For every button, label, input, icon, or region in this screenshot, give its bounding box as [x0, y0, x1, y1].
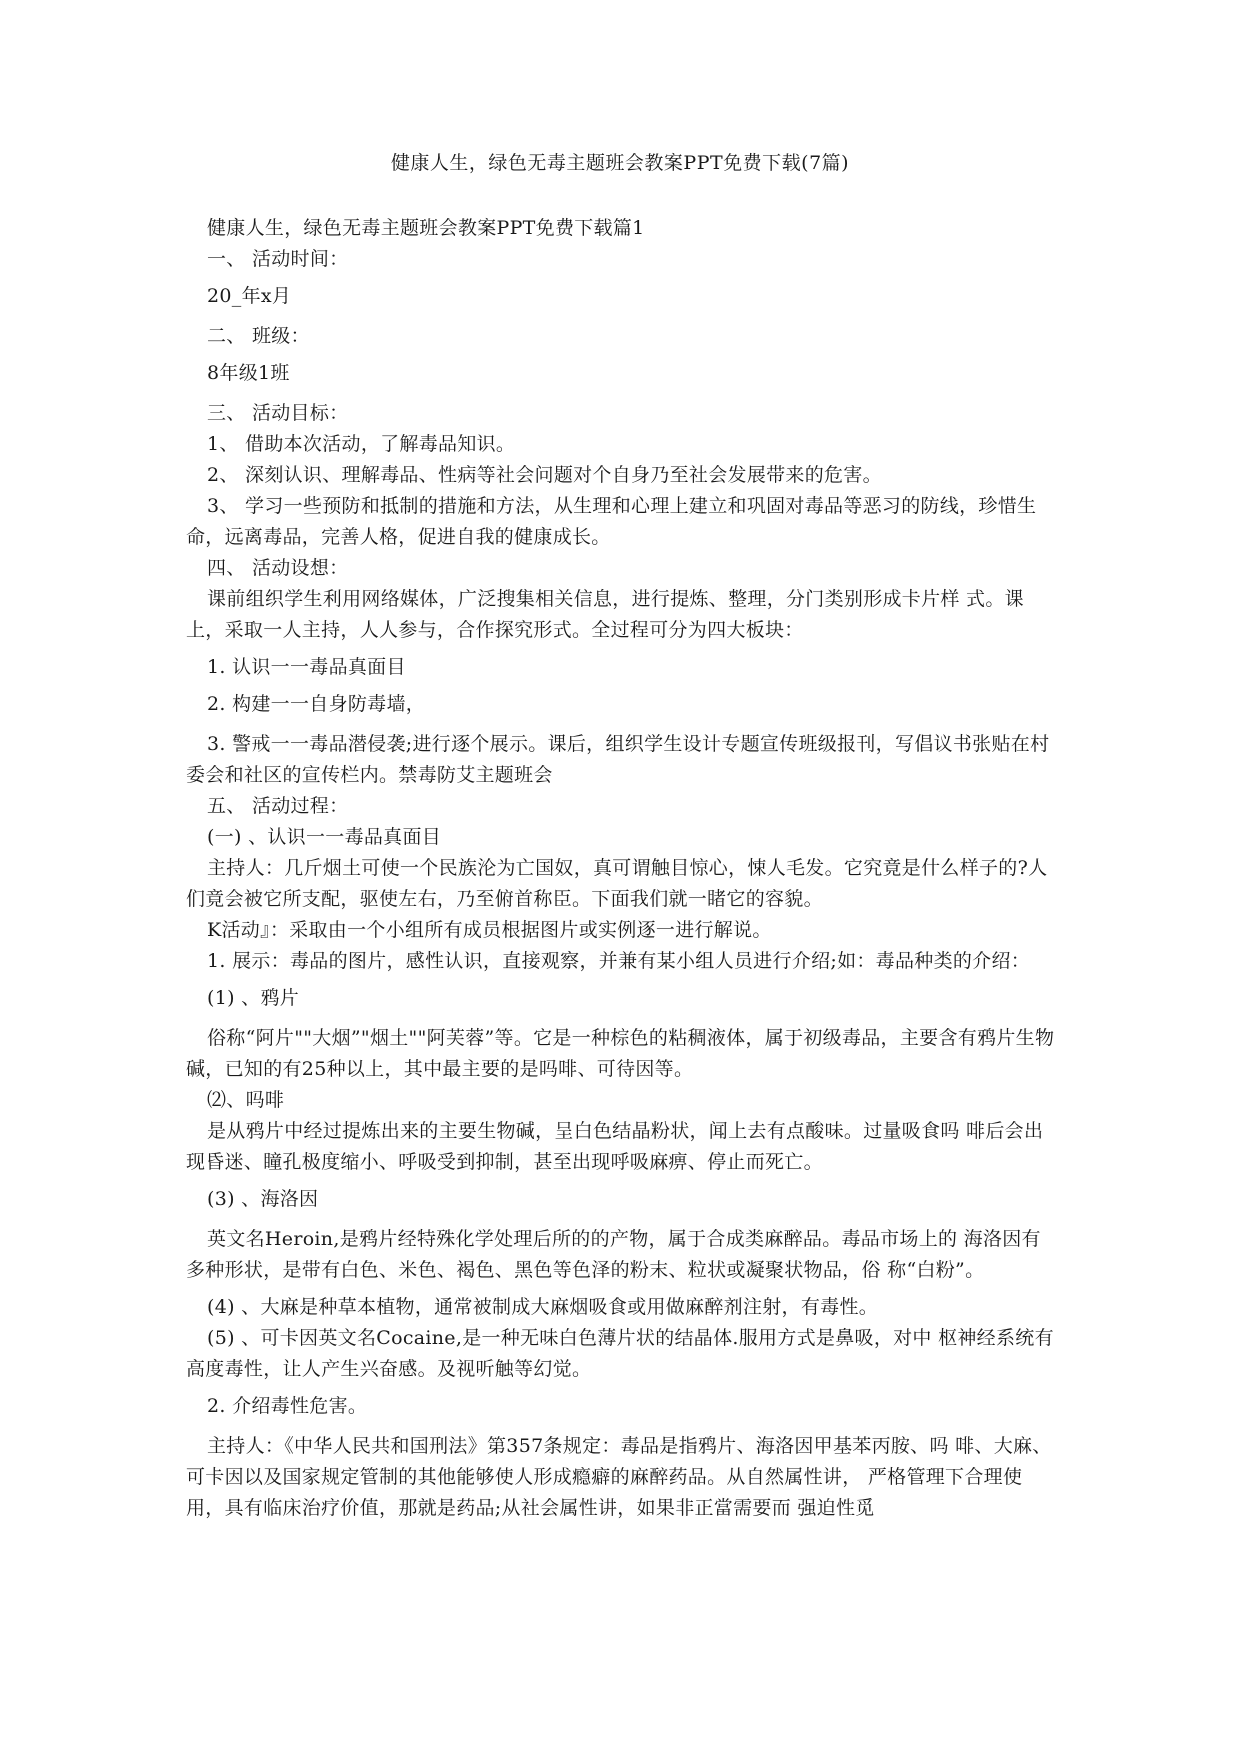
paragraph: 英文名Heroin,是鸦片经特殊化学处理后所的的产物，属于合成类麻醉品。毒品市场上的 海洛因有多种形状，是带有白色、米色、褐色、黑色等色泽的粉末、粒状或凝聚状物品，俗 称“白粉”。 [186, 1228, 1041, 1281]
paragraph: 课前组织学生利用网络媒体，广泛搜集相关信息，进行提炼、整理，分门类别形成卡片样 式。课上，采取一人主持，人人参与，合作探究形式。全过程可分为四大板块： [186, 588, 1024, 641]
paragraph: 主持人：几斤烟土可使一个民族沦为亡国奴，真可谓触目惊心，悚人毛发。它究竟是什么样子的?人们竟会被它所支配，驱使左右，乃至俯首称臣。下面我们就一睹它的容貌。 [186, 857, 1048, 910]
sub-item-heading: ⑵、吗啡 [207, 1089, 285, 1111]
item-heading: 一、 活动时间： [207, 248, 349, 270]
paragraph: 主持人：《中华人民共和国刑法》第357条规定：毒品是指鸦片、海洛因甲基苯丙胺、吗 啡、大麻、可卡因以及国家规定管制的其他能够使人形成瘾癖的麻醉药品。从自然属性讲， 严格管理下合理使用，具有临床治疗价值，那就是药品;从社会属性讲，如果非正當需要而 强迫性觅 [186, 1435, 1052, 1519]
list-item: 2. 构建一一自身防毒墙， [207, 693, 426, 715]
section-heading: 健康人生，绿色无毒主题班会教案PPT免费下载篇1 [207, 217, 645, 239]
list-item: 1. 展示：毒品的图片，感性认识，直接观察，并兼有某小组人员进行介绍;如：毒品种类的介绍： [207, 950, 1031, 972]
paragraph: 俗称“阿片""大烟”"烟土""阿芙蓉”等。它是一种棕色的粘稠液体，属于初级毒品，主要含有鸦片生物碱，已知的有25种以上，其中最主要的是吗啡、可待因等。 [186, 1027, 1055, 1080]
paragraph: 8年级1班 [207, 362, 290, 384]
list-item: (4) 、大麻是种草本植物，通常被制成大麻烟吸食或用做麻醉剂注射，有毒性。 [207, 1296, 879, 1318]
document-title: 健康人生，绿色无毒主题班会教案PPT免费下载(7篇) [390, 152, 850, 174]
item-heading: 五、 活动过程： [207, 795, 349, 817]
item-heading: 三、 活动目标： [207, 402, 349, 424]
item-heading: 二、 班级： [207, 325, 310, 347]
document-body [186, 213, 1056, 1524]
list-item: 2. 介绍毒性危害。 [207, 1395, 368, 1417]
sub-heading: (一) 、认识一一毒品真面目 [207, 826, 442, 848]
list-item: 2、 深刻认识、理解毒品、性病等社会问题对个自身乃至社会发展带来的危害。 [207, 464, 882, 486]
item-heading: 四、 活动设想： [207, 557, 349, 579]
sub-item-heading: (1) 、鸦片 [207, 987, 300, 1009]
list-item: 3. 警戒一一毒品潜侵袭;进行逐个展示。课后，组织学生设计专题宣传班级报刊，写倡议书张贴在村委会和社区的宣传栏内。禁毒防艾主题班会 [186, 733, 1050, 786]
paragraph: 20_年x月 [207, 285, 292, 307]
sub-item-heading: (3) 、海洛因 [207, 1188, 319, 1210]
list-item: (5) 、可卡因英文名Cocaine,是一种无味白色薄片状的结晶体.服用方式是鼻吸，对中 枢神经系统有高度毒性，让人产生兴奋感。及视听触等幻觉。 [186, 1327, 1054, 1380]
list-item: 1、 借助本次活动，了解毒品知识。 [207, 433, 516, 455]
paragraph: 是从鸦片中经过提炼出来的主要生物碱，呈白色结晶粉状，闻上去有点酸味。过量吸食吗 啡后会出现昏迷、瞳孔极度缩小、呼吸受到抑制，甚至出现呼吸麻痹、停止而死亡。 [186, 1120, 1044, 1173]
list-item: 3、 学习一些预防和抵制的措施和方法，从生理和心理上建立和巩固对毒品等恶习的防线，珍惜生命，远离毒品，完善人格，促进自我的健康成长。 [186, 495, 1037, 548]
list-item: 1. 认识一一毒品真面目 [207, 656, 406, 678]
paragraph: K活动』：采取由一个小组所有成员根据图片或实例逐一进行解说。 [207, 919, 772, 941]
